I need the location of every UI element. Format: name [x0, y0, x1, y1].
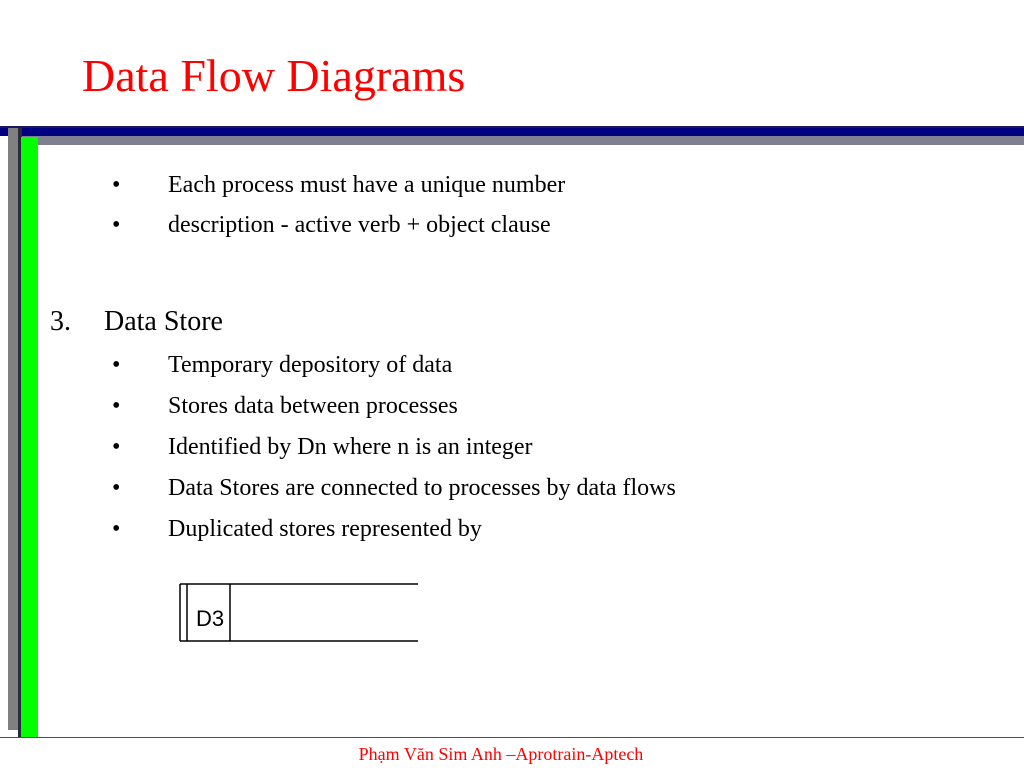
slide-footer: Phạm Văn Sim Anh –Aprotrain-Aptech [358, 744, 644, 764]
left-bar-shadow [8, 128, 18, 730]
bullet-glyph: • [112, 475, 121, 501]
bullet-text: Temporary depository of data [168, 352, 453, 378]
bullet-item [112, 391, 458, 421]
footer-divider [0, 737, 1024, 738]
bullet-item [112, 473, 676, 503]
bullet-glyph: • [112, 212, 121, 238]
section-number: 3. [50, 306, 71, 337]
data-store-id: D3 [196, 606, 225, 631]
bullet-text: Each process must have a unique number [168, 172, 566, 198]
bullet-item [112, 210, 551, 240]
bullet-glyph: • [112, 516, 121, 542]
bullet-text: Stores data between processes [168, 393, 458, 419]
top-bar [0, 128, 1024, 136]
bullet-item [112, 514, 482, 544]
bullet-item [112, 350, 452, 380]
bullet-item [112, 432, 533, 462]
bullet-glyph: • [112, 434, 121, 460]
bullet-text: Duplicated stores represented by [168, 516, 482, 542]
section-title: Data Store [104, 306, 223, 337]
slide-title: Data Flow Diagrams [82, 50, 466, 101]
bullet-text: Data Stores are connected to processes by data flows [168, 475, 676, 501]
bullet-glyph: • [112, 393, 121, 419]
bullet-item [112, 170, 565, 200]
bullet-glyph: • [112, 352, 121, 378]
left-accent-bar [21, 137, 38, 738]
bullet-text: description - active verb + object clause [168, 212, 551, 238]
section-heading [50, 305, 223, 339]
bullet-text: Identified by Dn where n is an integer [168, 434, 533, 460]
bullet-glyph: • [112, 172, 121, 198]
